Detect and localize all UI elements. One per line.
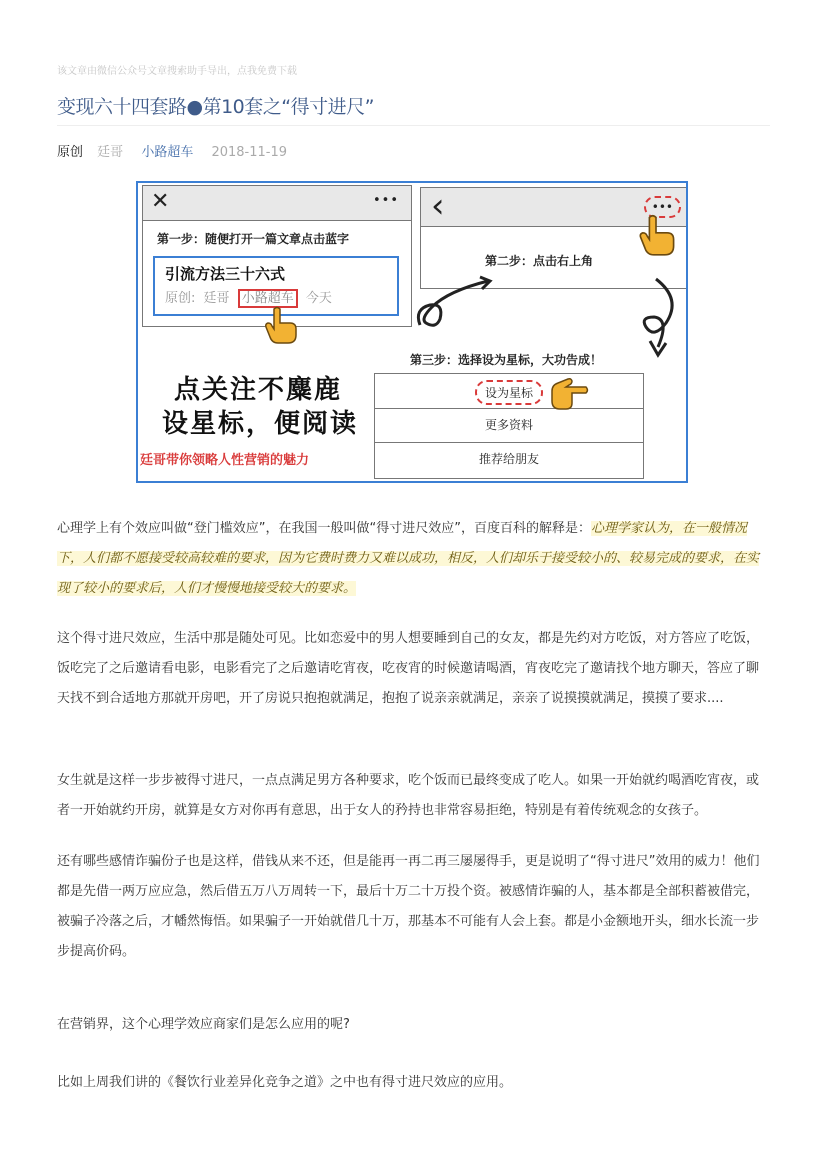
- sample-account: 小路超车: [238, 289, 298, 308]
- step3-text: 第三步：选择设为星标，大功告成！: [410, 353, 603, 367]
- step1-text: 第一步：随便打开一篇文章点击蓝字: [157, 232, 350, 246]
- original-label: 原创: [57, 145, 84, 160]
- curly-arrow-icon: [414, 275, 494, 335]
- paragraph-4: 还有哪些感情诈骗份子也是这样，借钱从来不还，但是能再一再二再三屡屡得手，更是说明了“得寸进尺”效用的威力！他们都是先借一两万应应急，然后借五万八万周转一下，最后十万二十万投个资。被感情诈骗的人，基本都是全部积蓄被借完，被骗子冷落之后，才幡然悔悟。如果骗子一开始就借几十万，那基本不可能有人会上套。都是小金额地开头，细水长流一步步提高价码。: [57, 854, 760, 959]
- hand-pointer-icon: [260, 305, 300, 345]
- highlighted-quote: 心理学家认为，在一般情况下，人们都不愿接受较高较难的要求，因为它费时费力又难以成功，相反，人们却乐于接受较小的、较易完成的要求，在实现了较小的要求后，人们才慢慢地接受较大的要求。: [57, 521, 760, 596]
- paragraph-6: 比如上周我们讲的《餐饮行业差异化竞争之道》之中也有得寸进尺效应的应用。: [57, 1075, 513, 1090]
- step2-text: 第二步：点击右上角: [485, 254, 594, 268]
- paragraph-3: 女生就是这样一步步被得寸进尺，一点点满足男方各种要求，吃个饭而已最终变成了吃人。如果一开始就约喝酒吃宵夜，或者一开始就约开房，就算是女方对你再有意思，出于女人的矜持也非常容易拒绝，特别是有着传统观念的女孩子。: [57, 773, 760, 818]
- sample-author: 廷哥: [203, 291, 230, 306]
- paragraph-5: 在营销界，这个心理学效应商家们是怎么应用的呢?: [57, 1017, 350, 1032]
- title-divider: [57, 125, 770, 126]
- sample-time: 今天: [305, 291, 332, 306]
- menu-item-more: 更多资料: [375, 408, 643, 443]
- slogan-line-1: 点关注不麋鹿: [174, 375, 343, 405]
- close-icon: ✕: [151, 189, 170, 214]
- hand-pointer-icon: [546, 373, 590, 413]
- star-menu-panel: [374, 373, 644, 479]
- more-icon-highlight: •••: [644, 196, 681, 218]
- paragraph-1: 心理学上有个效应叫做“登门槛效应”，在我国一般叫做“得寸进尺效应”，百度百科的解释是：心理学家认为，在一般情况下，人们都不愿接受较高较难的要求，因为它费时费力又难以成功，相反，人们却乐于接受较小的、较易完成的要求，在实现了较小的要求后，人们才慢慢地接受较大的要求。: [57, 521, 760, 596]
- more-icon: •••: [372, 193, 399, 208]
- publish-date: 2018-11-19: [211, 145, 288, 160]
- phone-topbar-1: [143, 186, 411, 221]
- account-link[interactable]: 小路超车: [141, 145, 194, 160]
- menu-item-share: 推荐给朋友: [478, 452, 539, 466]
- curly-arrow-icon: [626, 277, 686, 367]
- sample-orig: 原创:: [165, 291, 196, 306]
- author-name: 廷哥: [97, 145, 124, 160]
- follow-guide-banner: [136, 181, 688, 483]
- slogan-line-2: 设星标，便阅读: [162, 409, 359, 439]
- menu-item-star: 设为星标: [375, 374, 643, 409]
- sample-title: 引流方法三十六式: [165, 265, 286, 283]
- export-notice[interactable]: 该文章由微信公众号文章搜索助手导出，点我免费下载: [57, 66, 297, 77]
- article-title: 变现六十四套路●第10套之“得寸进尺”: [57, 96, 374, 118]
- paragraph-2: 这个得寸进尺效应，生活中那是随处可见。比如恋爱中的男人想要睡到自己的女友，都是先约对方吃饭，对方答应了吃饭，饭吃完了之后邀请看电影，电影看完了之后邀请吃宵夜，吃夜宵的时候邀请喝酒，宵夜吃完了邀请找个地方聊天，答应了聊天找不到合适地方那就开房吧，开了房说只抱抱就满足，抱抱了说亲亲就满足，亲亲了说摸摸就满足，摸摸了要求....: [57, 631, 760, 706]
- sample-meta: [165, 287, 332, 306]
- article-meta: [57, 141, 297, 160]
- hand-pointer-icon: [634, 213, 678, 257]
- slogan-sub: 廷哥带你领略人性营销的魅力: [140, 453, 310, 468]
- back-icon: ‹: [431, 186, 445, 226]
